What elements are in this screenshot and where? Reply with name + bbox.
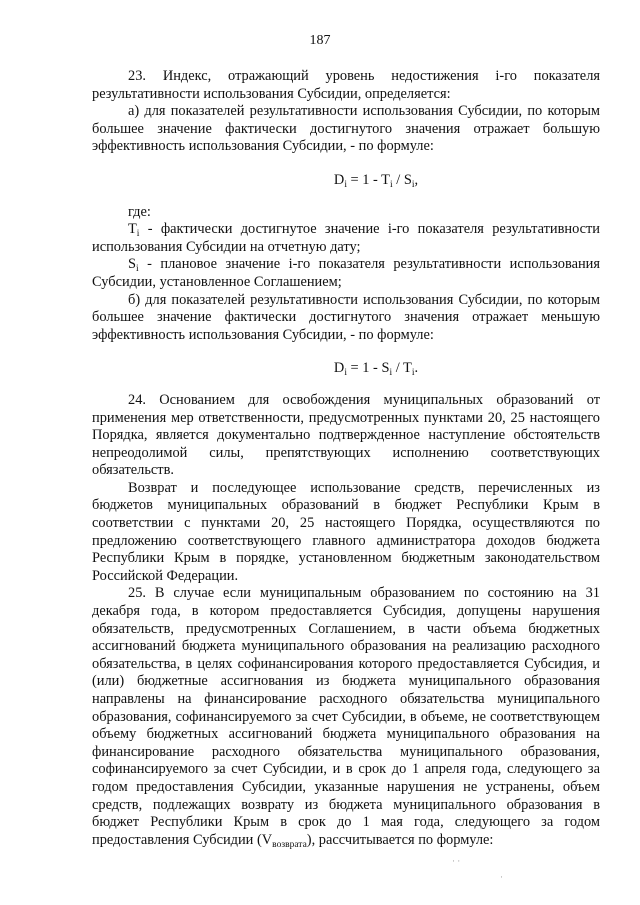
where-label: где: [128, 203, 151, 220]
scan-speck: · · [452, 856, 461, 866]
definition-si: $S_i$ - плановое значение i-го показателя результативности использования Субсидии, установленное Соглашением; [92, 256, 600, 290]
page-number: 187 [309, 33, 331, 48]
para-24: 24. Основанием для освобождения муниципальных образований от применения мер ответственности, предусмотренных пунктами 20, 25 настоящего Порядка, является документально подтвержденное наступление обстоятельств непреодолимой силы, препятствующих исполнению соответствующих обязательств. [92, 391, 600, 479]
para-24-return: Возврат и последующее использование средств, перечисленных из бюджетов муниципальных образований в бюджет Республики Крым в соответствии с пунктами 20, 25 настоящего Порядка, осуществляются по предложению соответствующего главного администратора доходов бюджета Республики Крым в порядке, установленном бюджетным законодательством Российской Федерации. [92, 479, 600, 584]
definition-ti: $T_i$ - фактически достигнутое значение i-го показателя результативности использования Субсидии на отчетную дату; [92, 221, 600, 255]
formula-d-minus: $D_i = 1 - S_i / T_i$. [333, 360, 419, 379]
document-body [92, 68, 600, 849]
para-23-b: б) для показателей результативности использования Субсидии, по которым большее значение фактически достигнутого значения отражает меньшую эффективность использования Субсидии, - по формуле: [92, 291, 600, 343]
para-23-intro: 23. Индекс, отражающий уровень недостижения i-го показателя результативности использования Субсидии, определяется: [92, 68, 600, 102]
para-23-a: а) для показателей результативности использования Субсидии, по которым большее значение фактически достигнутого значения отражает большую эффективность использования Субсидии, - по формуле: [92, 103, 600, 155]
formula-d-plus: $D_i = 1 - T_i / S_i$, [333, 171, 419, 190]
scan-speck: · [500, 872, 503, 882]
para-25: 25. В случае если муниципальным образованием по состоянию на 31 декабря года, в котором предоставляется Субсидия, допущены нарушения обязательств, предусмотренных Соглашением, в части объема бюджетных ассигнований бюджета муниципального образования на реализацию расходного обязательства, в целях софинансирования которого предоставляется Субсидия, и (или) бюджетные ассигнования из бюджета муниципального образования направлены на финансирование расходного обязательства муниципального образования, софинансируемого за счет Субсидии, в объеме, не соответствующем объему бюджетных ассигнований бюджета муниципального образования на финансирование расходного обязательства муниципального образования, софинансируемого за счет Субсидии, и в срок до 1 апреля года, следующего за годом предоставления Субсидии, указанные нарушения не устранены, объем средств, подлежащих возврату из бюджета муниципального образования в бюджет Республики Крым в срок до 1 мая года, следующего за годом предоставления Субсидии $(V_{возврата})$, рассчитывается по формуле: [92, 585, 600, 850]
